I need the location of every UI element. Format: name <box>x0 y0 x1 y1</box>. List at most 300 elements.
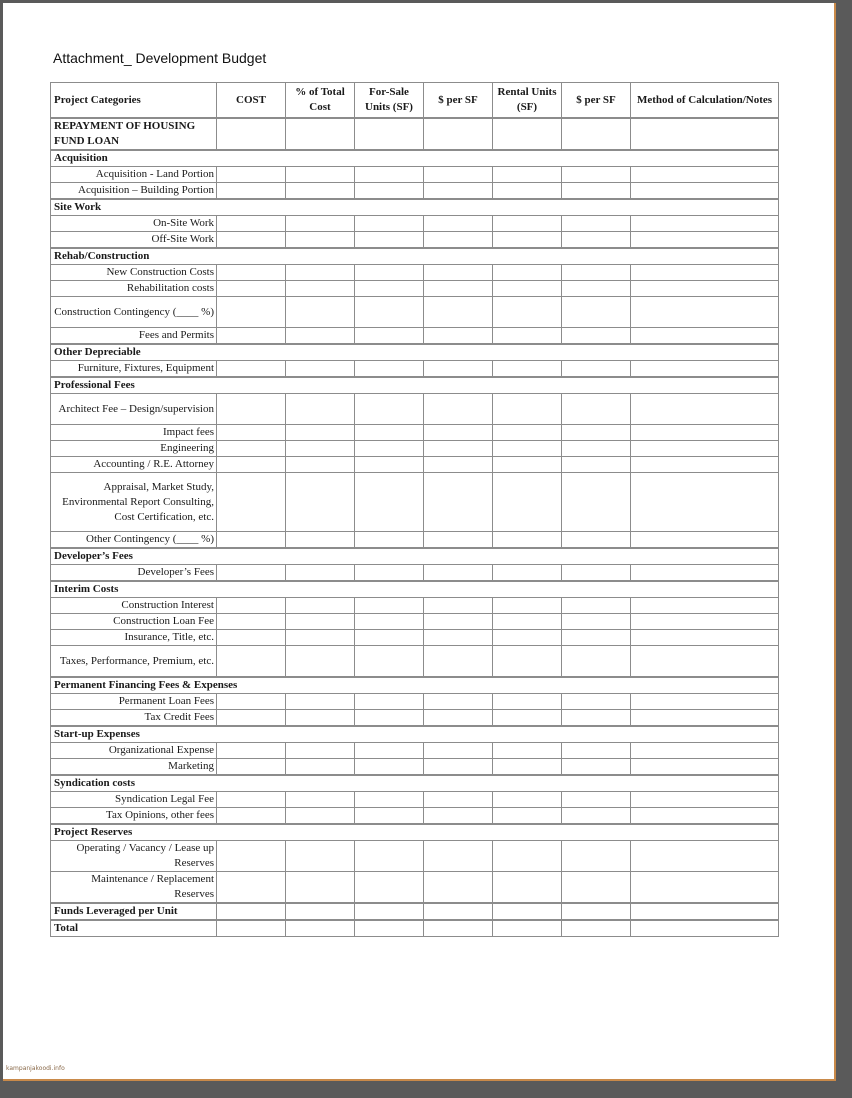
cell <box>217 630 286 646</box>
cell <box>286 694 355 710</box>
cell <box>424 808 493 825</box>
row-label: Operating / Vacancy / Lease up Reserves <box>51 841 217 872</box>
cell <box>424 328 493 345</box>
section-label: Developer’s Fees <box>51 548 779 565</box>
table-row <box>51 565 779 582</box>
cell <box>355 457 424 473</box>
cell <box>493 473 562 532</box>
cell <box>355 216 424 232</box>
row-label: Appraisal, Market Study, Environmental Report Consulting, Cost Certification, etc. <box>51 473 217 532</box>
cell <box>217 394 286 425</box>
cell <box>355 920 424 937</box>
table-row <box>51 297 779 328</box>
cell <box>217 598 286 614</box>
cell <box>286 565 355 582</box>
cell <box>217 646 286 678</box>
cell <box>424 920 493 937</box>
cell <box>286 841 355 872</box>
cell <box>424 792 493 808</box>
header-project-categories: Project Categories <box>51 83 217 119</box>
cell <box>424 743 493 759</box>
row-label: Tax Opinions, other fees <box>51 808 217 825</box>
cell <box>631 361 779 378</box>
cell <box>286 872 355 904</box>
cell <box>286 743 355 759</box>
cell <box>562 265 631 281</box>
cell <box>562 872 631 904</box>
cell <box>631 872 779 904</box>
row-label: Construction Contingency (____ %) <box>51 297 217 328</box>
cell <box>562 903 631 920</box>
cell <box>631 394 779 425</box>
cell <box>562 297 631 328</box>
cell <box>631 167 779 183</box>
cell <box>631 532 779 549</box>
row-label: Syndication Legal Fee <box>51 792 217 808</box>
cell <box>355 441 424 457</box>
cell <box>493 216 562 232</box>
table-row <box>51 598 779 614</box>
cell <box>217 297 286 328</box>
row-label: Construction Interest <box>51 598 217 614</box>
section-syndication-costs <box>51 775 779 792</box>
cell <box>355 598 424 614</box>
cell <box>493 646 562 678</box>
cell <box>493 167 562 183</box>
cell <box>631 297 779 328</box>
cell <box>217 183 286 200</box>
cell <box>631 710 779 727</box>
cell <box>424 841 493 872</box>
table-row <box>51 328 779 345</box>
cell <box>424 614 493 630</box>
cell <box>217 694 286 710</box>
cell <box>424 441 493 457</box>
cell <box>286 630 355 646</box>
cell <box>424 565 493 582</box>
row-label: Marketing <box>51 759 217 776</box>
cell <box>631 598 779 614</box>
cell <box>355 792 424 808</box>
cell <box>286 532 355 549</box>
cell <box>631 457 779 473</box>
cell <box>355 473 424 532</box>
cell <box>355 118 424 150</box>
cell <box>286 425 355 441</box>
cell <box>631 903 779 920</box>
table-row <box>51 841 779 872</box>
cell <box>286 903 355 920</box>
table-row <box>51 425 779 441</box>
cell <box>631 441 779 457</box>
section-label: Project Reserves <box>51 824 779 841</box>
cell <box>355 232 424 249</box>
cell <box>631 216 779 232</box>
cell <box>493 759 562 776</box>
cell <box>355 710 424 727</box>
total-label: Total <box>51 920 217 937</box>
cell <box>562 808 631 825</box>
table-row <box>51 694 779 710</box>
cell <box>631 694 779 710</box>
cell <box>217 457 286 473</box>
cell <box>217 216 286 232</box>
table-row <box>51 759 779 776</box>
cell <box>493 361 562 378</box>
header-cost: COST <box>217 83 286 119</box>
table-row <box>51 743 779 759</box>
section-startup-expenses <box>51 726 779 743</box>
cell <box>424 759 493 776</box>
cell <box>493 297 562 328</box>
cell <box>631 281 779 297</box>
cell <box>493 694 562 710</box>
cell <box>493 281 562 297</box>
section-label: Other Depreciable <box>51 344 779 361</box>
table-row <box>51 394 779 425</box>
row-label: Architect Fee – Design/supervision <box>51 394 217 425</box>
cell <box>493 743 562 759</box>
cell <box>493 565 562 582</box>
cell <box>562 920 631 937</box>
cell <box>286 361 355 378</box>
cell <box>355 361 424 378</box>
cell <box>217 167 286 183</box>
cell <box>631 232 779 249</box>
cell <box>424 265 493 281</box>
table-row <box>51 614 779 630</box>
cell <box>562 328 631 345</box>
cell <box>493 183 562 200</box>
table-row <box>51 216 779 232</box>
section-label: Syndication costs <box>51 775 779 792</box>
table-row <box>51 167 779 183</box>
cell <box>286 118 355 150</box>
cell <box>424 646 493 678</box>
cell <box>424 598 493 614</box>
section-interim-costs <box>51 581 779 598</box>
table-row <box>51 281 779 297</box>
cell <box>631 841 779 872</box>
section-rehab-construction <box>51 248 779 265</box>
section-label: Permanent Financing Fees & Expenses <box>51 677 779 694</box>
cell <box>631 473 779 532</box>
table-row <box>51 630 779 646</box>
section-label: Site Work <box>51 199 779 216</box>
cell <box>217 232 286 249</box>
cell <box>562 473 631 532</box>
row-label: Impact fees <box>51 425 217 441</box>
cell <box>631 183 779 200</box>
cell <box>217 808 286 825</box>
section-other-depreciable <box>51 344 779 361</box>
cell <box>286 328 355 345</box>
cell <box>424 710 493 727</box>
section-label: Acquisition <box>51 150 779 167</box>
cell <box>562 614 631 630</box>
cell <box>493 841 562 872</box>
row-label: Engineering <box>51 441 217 457</box>
table-row <box>51 808 779 825</box>
row-label: Maintenance / Replacement Reserves <box>51 872 217 904</box>
cell <box>286 167 355 183</box>
cell <box>424 118 493 150</box>
table-row <box>51 265 779 281</box>
cell <box>493 792 562 808</box>
cell <box>286 759 355 776</box>
row-label: Furniture, Fixtures, Equipment <box>51 361 217 378</box>
cell <box>562 394 631 425</box>
cell <box>217 614 286 630</box>
cell <box>217 473 286 532</box>
cell <box>217 361 286 378</box>
cell <box>217 903 286 920</box>
cell <box>424 167 493 183</box>
row-label: Acquisition - Land Portion <box>51 167 217 183</box>
section-label: Rehab/Construction <box>51 248 779 265</box>
cell <box>424 361 493 378</box>
cell <box>562 598 631 614</box>
row-label: Acquisition – Building Portion <box>51 183 217 200</box>
header-rental-units: Rental Units (SF) <box>493 83 562 119</box>
table-row <box>51 872 779 904</box>
cell <box>631 743 779 759</box>
cell <box>217 281 286 297</box>
cell <box>562 441 631 457</box>
cell <box>355 614 424 630</box>
cell <box>631 759 779 776</box>
row-label: Fees and Permits <box>51 328 217 345</box>
cell <box>217 441 286 457</box>
document-title: Attachment_ Development Budget <box>53 50 267 66</box>
cell <box>493 328 562 345</box>
row-label: Accounting / R.E. Attorney <box>51 457 217 473</box>
cell <box>355 532 424 549</box>
cell <box>424 425 493 441</box>
cell <box>631 614 779 630</box>
cell <box>355 265 424 281</box>
cell <box>562 841 631 872</box>
cell <box>631 118 779 150</box>
cell <box>424 903 493 920</box>
cell <box>424 232 493 249</box>
cell <box>286 232 355 249</box>
cell <box>355 841 424 872</box>
cell <box>562 457 631 473</box>
cell <box>562 281 631 297</box>
cell <box>424 694 493 710</box>
cell <box>562 532 631 549</box>
cell <box>286 646 355 678</box>
cell <box>631 565 779 582</box>
cell <box>562 743 631 759</box>
cell <box>286 808 355 825</box>
cell <box>217 710 286 727</box>
section-permanent-financing <box>51 677 779 694</box>
section-acquisition <box>51 150 779 167</box>
section-label: Interim Costs <box>51 581 779 598</box>
cell <box>355 167 424 183</box>
funds-leveraged-label: Funds Leveraged per Unit <box>51 903 217 920</box>
cell <box>355 328 424 345</box>
header-method-notes: Method of Calculation/Notes <box>631 83 779 119</box>
cell <box>562 167 631 183</box>
row-label: Construction Loan Fee <box>51 614 217 630</box>
row-label: Off-Site Work <box>51 232 217 249</box>
cell <box>424 183 493 200</box>
cell <box>355 183 424 200</box>
cell <box>493 394 562 425</box>
cell <box>286 792 355 808</box>
row-label: Organizational Expense <box>51 743 217 759</box>
cell <box>493 441 562 457</box>
cell <box>562 183 631 200</box>
cell <box>286 216 355 232</box>
cell <box>631 630 779 646</box>
row-label: On-Site Work <box>51 216 217 232</box>
cell <box>424 394 493 425</box>
cell <box>562 232 631 249</box>
cell <box>562 646 631 678</box>
cell <box>631 920 779 937</box>
section-label: Professional Fees <box>51 377 779 394</box>
cell <box>562 694 631 710</box>
cell <box>493 265 562 281</box>
row-label: Tax Credit Fees <box>51 710 217 727</box>
cell <box>562 425 631 441</box>
cell <box>562 361 631 378</box>
header-per-sf-forsale: $ per SF <box>424 83 493 119</box>
cell <box>355 759 424 776</box>
cell <box>286 297 355 328</box>
section-label: Start-up Expenses <box>51 726 779 743</box>
cell <box>286 441 355 457</box>
repayment-label: REPAYMENT OF HOUSING FUND LOAN <box>51 118 217 150</box>
cell <box>355 281 424 297</box>
cell <box>493 920 562 937</box>
section-site-work <box>51 199 779 216</box>
funds-leveraged-row <box>51 903 779 920</box>
cell <box>424 281 493 297</box>
table-row <box>51 457 779 473</box>
cell <box>217 425 286 441</box>
cell <box>217 759 286 776</box>
cell <box>493 598 562 614</box>
cell <box>217 532 286 549</box>
cell <box>493 614 562 630</box>
cell <box>355 872 424 904</box>
cell <box>217 328 286 345</box>
cell <box>493 457 562 473</box>
cell <box>424 532 493 549</box>
table-row <box>51 473 779 532</box>
cell <box>424 630 493 646</box>
cell <box>355 694 424 710</box>
cell <box>562 565 631 582</box>
cell <box>286 920 355 937</box>
cell <box>355 646 424 678</box>
cell <box>493 710 562 727</box>
cell <box>631 808 779 825</box>
cell <box>286 457 355 473</box>
cell <box>286 281 355 297</box>
cell <box>424 297 493 328</box>
section-project-reserves <box>51 824 779 841</box>
row-label: Taxes, Performance, Premium, etc. <box>51 646 217 678</box>
cell <box>217 872 286 904</box>
table-row <box>51 183 779 200</box>
cell <box>493 808 562 825</box>
cell <box>493 630 562 646</box>
cell <box>424 457 493 473</box>
cell <box>355 630 424 646</box>
cell <box>424 216 493 232</box>
header-forsale-units: For-Sale Units (SF) <box>355 83 424 119</box>
header-row <box>51 83 779 119</box>
table-row <box>51 441 779 457</box>
cell <box>355 565 424 582</box>
row-label: Developer’s Fees <box>51 565 217 582</box>
cell <box>286 598 355 614</box>
cell <box>493 532 562 549</box>
cell <box>493 425 562 441</box>
row-label: Rehabilitation costs <box>51 281 217 297</box>
header-pct-total-cost: % of Total Cost <box>286 83 355 119</box>
cell <box>493 232 562 249</box>
section-professional-fees <box>51 377 779 394</box>
table-row <box>51 232 779 249</box>
cell <box>562 710 631 727</box>
cell <box>355 903 424 920</box>
cell <box>355 425 424 441</box>
cell <box>424 872 493 904</box>
row-label: Permanent Loan Fees <box>51 694 217 710</box>
cell <box>631 328 779 345</box>
cell <box>562 630 631 646</box>
table-row <box>51 792 779 808</box>
cell <box>631 425 779 441</box>
cell <box>493 903 562 920</box>
cell <box>493 118 562 150</box>
cell <box>217 841 286 872</box>
cell <box>355 743 424 759</box>
cell <box>631 265 779 281</box>
section-developers-fees <box>51 548 779 565</box>
cell <box>562 118 631 150</box>
table-row <box>51 710 779 727</box>
cell <box>286 394 355 425</box>
cell <box>355 808 424 825</box>
cell <box>355 394 424 425</box>
cell <box>217 118 286 150</box>
table-row <box>51 361 779 378</box>
watermark-text: kampanjakoodi.info <box>6 1065 65 1072</box>
header-per-sf-rental: $ per SF <box>562 83 631 119</box>
cell <box>286 473 355 532</box>
total-row <box>51 920 779 937</box>
cell <box>286 710 355 727</box>
cell <box>286 183 355 200</box>
development-budget-table <box>50 82 779 937</box>
cell <box>217 265 286 281</box>
cell <box>355 297 424 328</box>
cell <box>217 920 286 937</box>
row-label: New Construction Costs <box>51 265 217 281</box>
row-label: Insurance, Title, etc. <box>51 630 217 646</box>
document-page <box>3 3 836 1081</box>
repayment-row <box>51 118 779 150</box>
cell <box>562 759 631 776</box>
